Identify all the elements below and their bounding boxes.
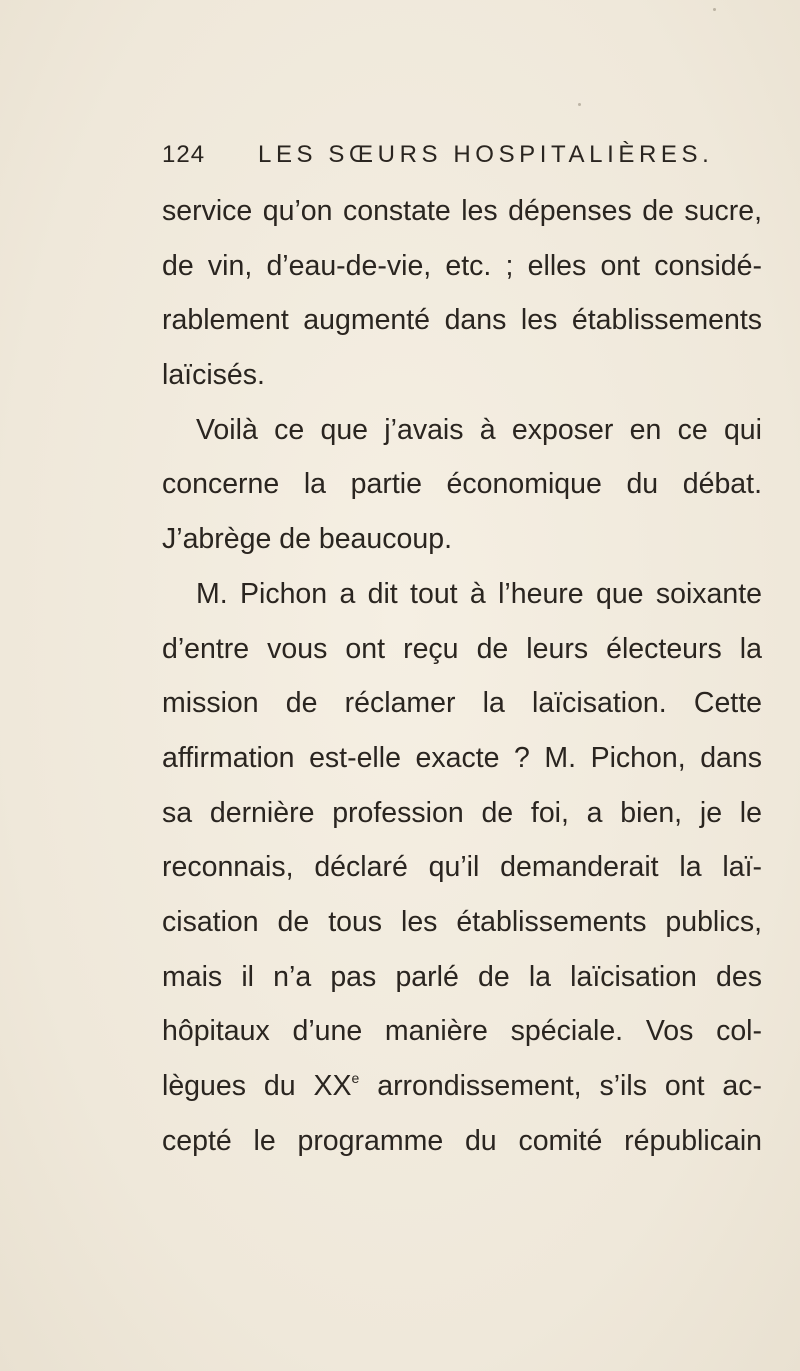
text-line: Voilà ce que j’avais à exposer en ce qui: [196, 413, 762, 446]
text-line: service qu’on constate les dépenses de sucre,: [162, 195, 762, 227]
text-line: sa dernière profession de foi, a bien, je le: [162, 796, 762, 829]
paper-speck: [578, 103, 581, 106]
running-head: LES SŒURS HOSPITALIÈRES.: [258, 141, 714, 168]
text-line: hôpitaux d’une manière spéciale. Vos col-: [162, 1015, 762, 1048]
text-line: affirmation est-elle exacte ? M. Pichon, dans: [162, 741, 762, 774]
text-line: de vin, d’eau-de-vie, etc. ; elles ont considé-: [162, 249, 762, 282]
text-line: d’entre vous ont reçu de leurs électeurs la: [162, 632, 762, 665]
text-line: reconnais, déclaré qu’il demanderait la laï-: [162, 851, 762, 884]
text-line: laïcisés.: [162, 359, 265, 392]
text-line: mais il n’a pas parlé de la laïcisation des: [162, 960, 762, 993]
text-line: M. Pichon a dit tout à l’heure que soixante: [196, 577, 762, 610]
text-line: rablement augmenté dans les établissements: [162, 304, 762, 337]
superscript: e: [351, 1070, 360, 1086]
text-line: cepté le programme du comité républicain: [162, 1124, 762, 1157]
text-line: mission de réclamer la laïcisation. Cette: [162, 687, 762, 720]
text-line: [162, 1059, 762, 1114]
text-segment: arrondissement, s’ils ont ac-: [359, 1070, 762, 1102]
page-number: 124: [162, 141, 206, 168]
text-line: J’abrège de beaucoup.: [162, 523, 452, 556]
page-header: [162, 141, 762, 181]
body-text: [162, 184, 762, 1168]
text-segment: lègues du XX: [162, 1070, 352, 1102]
paper-speck: [713, 8, 716, 11]
text-line: concerne la partie économique du débat.: [162, 468, 762, 501]
text-line: cisation de tous les établissements publics,: [162, 905, 762, 938]
